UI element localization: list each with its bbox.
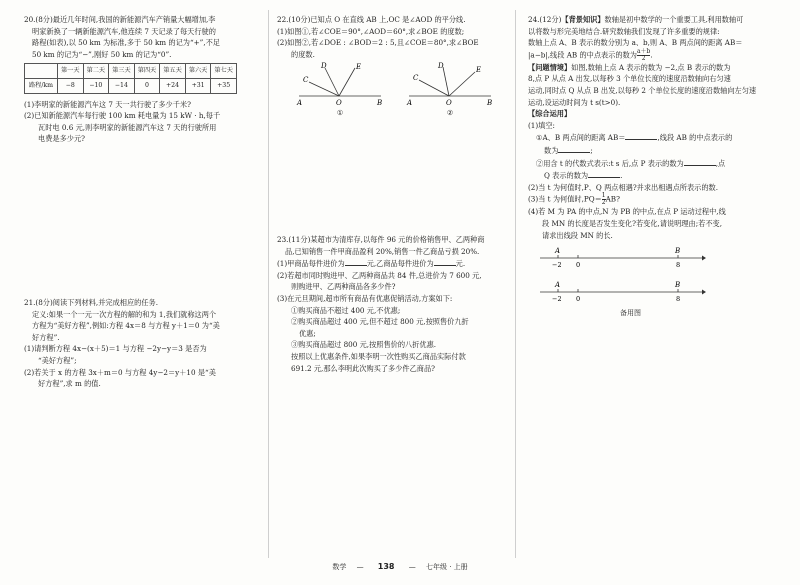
svg-text:B: B <box>675 280 681 289</box>
number-line-spare <box>538 279 778 320</box>
svg-text:−2: −2 <box>552 261 562 270</box>
footer-book: 七年级 · 上册 <box>425 563 468 571</box>
svg-text:A: A <box>297 99 303 108</box>
answer-blank[interactable] <box>345 257 367 266</box>
svg-text:8: 8 <box>676 261 681 270</box>
column-middle <box>277 14 507 378</box>
spare-number-line-diagram <box>538 279 708 305</box>
column-divider <box>515 10 516 558</box>
answer-blank[interactable] <box>588 169 620 178</box>
number-line-main <box>538 245 778 275</box>
svg-text:0: 0 <box>576 261 581 270</box>
table-header-row: 第一天 第二天 第三天 第四天 第五天 第六天 第七天 <box>25 64 237 79</box>
svg-text:A: A <box>407 99 413 108</box>
answer-blank[interactable] <box>434 257 456 266</box>
q23-part1: (1)甲商品每件进价为 元,乙商品每件进价为 元. <box>277 259 466 269</box>
question-22: 22.(10分)已知点 O 在直线 AB 上,OC 是∠AOD 的平分线. (1)如图①,若∠COE＝90°,∠AOD＝60°,求∠BOE 的度数; (2)如图②,若∠DOE : ∠BOD＝2 : 5,且∠COE＝80°,求∠BOE 的度数. A B C D E O ① A B C D E O ② <box>277 14 507 120</box>
answer-blank[interactable] <box>558 144 590 153</box>
svg-text:B: B <box>675 247 681 256</box>
figure-1-diagram <box>295 62 385 108</box>
svg-text:B: B <box>377 99 383 108</box>
q21-head: 21.(8分)阅读下列材料,并完成相应的任务. <box>24 297 158 307</box>
svg-text:O: O <box>446 99 452 108</box>
page-number: 138 <box>377 562 395 571</box>
svg-text:C: C <box>413 74 419 83</box>
mileage-table <box>24 63 237 93</box>
column-right <box>528 14 778 324</box>
svg-text:8: 8 <box>676 294 681 303</box>
fraction: $\frac{a+b}{2}$ <box>636 47 651 62</box>
figure-2-label: ② <box>446 109 454 118</box>
answer-blank[interactable] <box>684 157 716 166</box>
question-21: 21.(8分)阅读下列材料,并完成相应的任务. 定义:如果一个一元一次方程的解的和为 1,我们就称这两个 方程为“美好方程”,例如:方程 4x＝8 与方程 y＋1＝0 为“美 好方程”. (1)请判断方程 4x−(x＋5)＝1 与方程 −2y−y＝3 是否为 “美好方程”; (2)若关于 x 的方程 3x＋m＝0 与方程 4y−2＝y＋10 是“美 好方程”,求 m 的值. <box>24 297 264 390</box>
figure-1-label: ① <box>336 109 344 118</box>
table-row: 路程/km −8 −10 −14 0 +24 +31 +35 <box>25 78 237 93</box>
svg-text:B: B <box>487 99 493 108</box>
figure-1 <box>295 62 385 120</box>
answer-blank[interactable] <box>625 131 657 140</box>
svg-text:E: E <box>356 63 362 72</box>
svg-text:D: D <box>438 62 444 71</box>
column-divider <box>268 10 269 558</box>
figure-2 <box>405 62 495 120</box>
angle-figures <box>295 62 507 120</box>
column-left <box>24 14 264 394</box>
fraction: $\frac{1}{2}$ <box>601 192 606 207</box>
figure-2-diagram <box>405 62 495 108</box>
svg-text:E: E <box>476 66 482 75</box>
footer-subject: 数学 <box>332 563 347 571</box>
q24-head: 24.(12分)【背景知识】数轴是初中数学的一个重要工具,利用数轴可 <box>528 15 744 24</box>
svg-text:−2: −2 <box>552 294 562 303</box>
svg-text:O: O <box>336 99 342 108</box>
svg-text:0: 0 <box>576 294 581 303</box>
question-24: 24.(12分)【背景知识】数轴是初中数学的一个重要工具,利用数轴可 以将数与形完美地结合.研究数轴我们发现了许多重要的规律: 数轴上点 A、B 表示的数分别为 a、b,则 A、B 两点间的距离 AB＝ |a−b|,线段 AB 的中点表示的数为 $\frac{a+b}{2}$ . 【问题情境】如图,数轴上点 A 表示的数为 −2,点 B 表示的数为 8,点 P 从点 A 出发,以每秒 3 个单位长度的速度沿数轴向右匀速 运动,同时点 Q 从点 B 出发,以每秒 2 个单位长度的速度沿数轴向左匀速 运动,设运动时间为 t s(t>0). 【综合运用】 (1)填空: ①A、B 两点间的距离 AB＝ ,线段 AB 的中点表示的 数为 ; ②用含 t 的代数式表示:t s 后,点 P 表示的数为 ,点 Q 表示的数为 . (2)当 t 为何值时,P、Q 两点相遇?并求出相遇点所表示的数. (3)当 t 为何值时,PQ＝ $\frac{1}{2}$ AB? (4)若 M 为 PA 的中点,N 为 PB 的中点,在点 P 运动过程中,线 段 MN 的长度是否发生变化?若变化,请说明理由;若不变, 请求出线段 MN 的长. A B −2 0 8 A B −2 0 8 备用图 <box>528 14 778 320</box>
q22-head: 22.(10分)已知点 O 在直线 AB 上,OC 是∠AOD 的平分线. <box>277 15 466 24</box>
q20-head: 20.(8分)最近几年时间,我国的新能源汽车产销量大幅增加,李 <box>24 15 216 24</box>
svg-text:A: A <box>555 280 561 289</box>
q23-head: 23.(11分)某超市为清库存,以每件 96 元的价格销售甲、乙两种商 <box>277 234 485 244</box>
question-20: 20.(8分)最近几年时间,我国的新能源汽车产销量大幅增加,李 明家新换了一辆新能源汽车,他连续 7 天记录了每天行驶的 路程(如表),以 50 km 为标准,多于 50 km 的记为“+”,不足 50 km 的记为“−”,刚好 50 km 的记为“0”. 第一天 第二天 第三天 第四天 第五天 第六天 第七天 路程/km −8 −10 −14 0 +24 +31 +35 (1)李明家的新能源汽车这 7 天一共行驶了多少千米? (2)已知新能源汽车每行驶 100 km 耗电量为 15 kW · h,每千 瓦时电 0.6 元,则李明家的新能源汽车这 7 天的行驶所用 电费是多少元? <box>24 14 264 145</box>
question-23: 23.(11分)某超市为清库存,以每件 96 元的价格销售甲、乙两种商 品,已知销售一件甲商品盈利 20%,销售一件乙商品亏损 20%. (1)甲商品每件进价为 元,乙商品每件进价为 元. (2)若超市同时购进甲、乙两种商品共 84 件,总进价为 7 600 元, 则购进甲、乙两种商品各多少件? (3)在元旦期间,超市所有商品有优惠促销活动,方案如下: ①购买商品不超过 400 元,不优惠; ②购买商品超过 400 元,但不超过 800 元,按照售价九折 优惠; ③购买商品超过 800 元,按照售价的八折优惠. 按照以上优惠条件,如果李明一次性购买乙商品实际付款 691.2 元,那么李明此次购买了多少件乙商品? <box>277 234 507 374</box>
spare-figure-label: 备用图 <box>620 309 641 318</box>
svg-text:D: D <box>321 62 327 71</box>
svg-text:A: A <box>555 247 561 256</box>
number-line-diagram <box>538 245 708 271</box>
page-footer: 数学 — 138 — 七年级 · 上册 <box>332 562 468 571</box>
svg-text:C: C <box>303 76 309 85</box>
